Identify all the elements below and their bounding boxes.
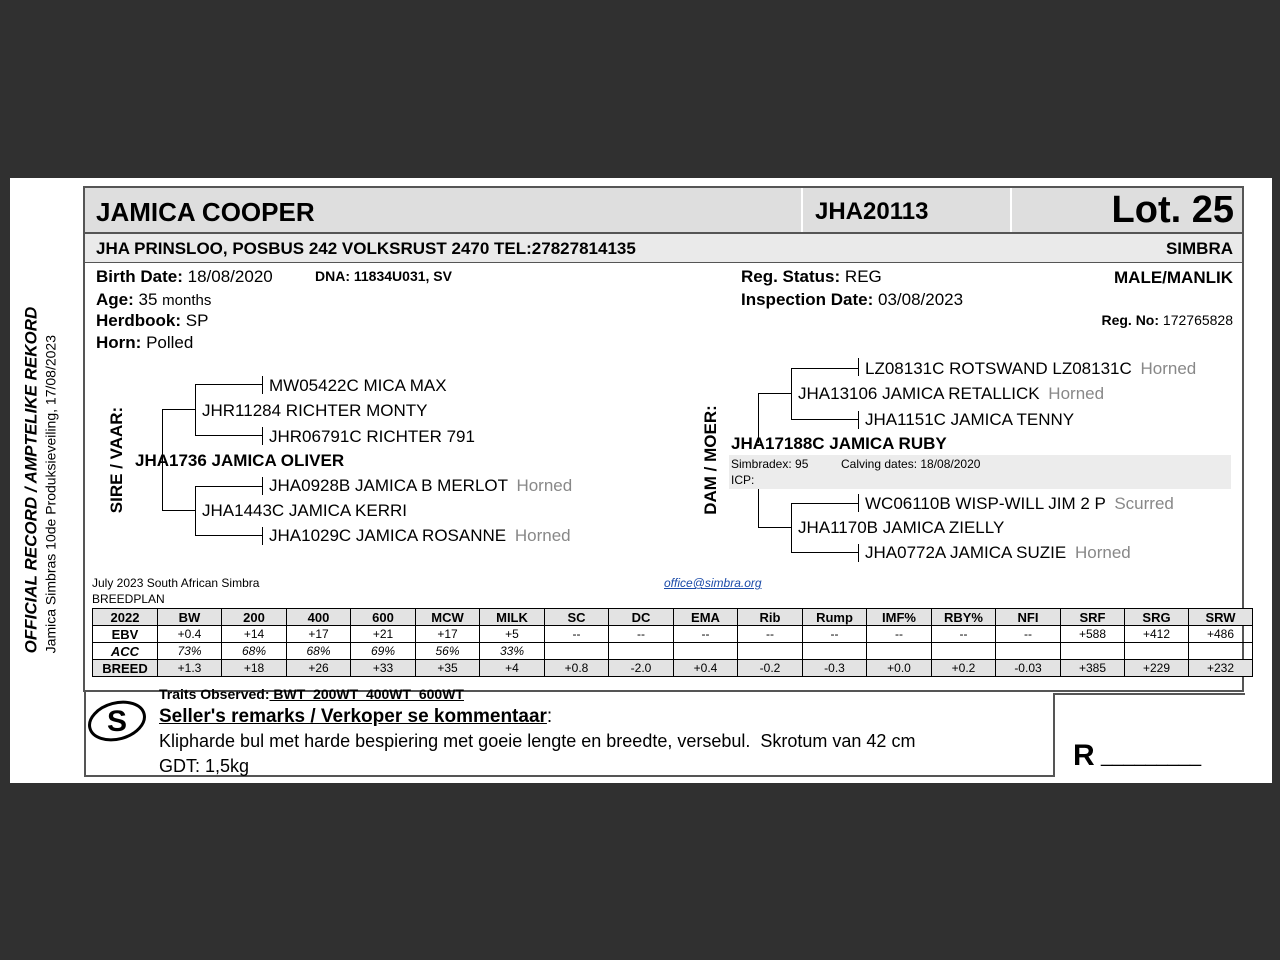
dna: DNA: 11834U031, SV — [315, 268, 452, 284]
ebv-cell: -- — [867, 626, 932, 643]
email-link[interactable]: office@simbra.org — [664, 576, 762, 590]
side-caption — [22, 307, 59, 654]
ebv-cell: +4 — [480, 660, 545, 677]
horn: Horn: Polled — [96, 333, 194, 352]
sire-sire-dam: JHR06791C RICHTER 791 — [269, 427, 475, 446]
ebv-cell: +0.4 — [158, 626, 222, 643]
ebv-cell — [867, 643, 932, 660]
ebv-row-label: BREED — [93, 660, 158, 677]
ebv-cell: -- — [545, 626, 609, 643]
ebv-cell: +229 — [1125, 660, 1189, 677]
ebv-cell: +17 — [287, 626, 351, 643]
ebv-cell: +0.8 — [545, 660, 609, 677]
breedplan-label: BREEDPLAN — [92, 592, 165, 606]
animal-id: JHA20113 — [815, 198, 929, 225]
ebv-cell: 68% — [287, 643, 351, 660]
herdbook: Herdbook: SP — [96, 311, 209, 330]
ebv-cell: +0.2 — [932, 660, 996, 677]
ebv-header-cell: MILK — [480, 609, 545, 626]
ebv-cell: -0.3 — [803, 660, 867, 677]
ebv-row — [93, 643, 1253, 660]
logo-letter: S — [106, 705, 128, 738]
simbradex: Simbradex: 95 — [731, 457, 809, 471]
owner-text: JHA PRINSLOO, POSBUS 242 VOLKSRUST 2470 TEL:27827814135 — [96, 239, 636, 258]
ebv-cell: +33 — [351, 660, 416, 677]
ebv-cell: -- — [932, 626, 996, 643]
ebv-header-cell: SRW — [1189, 609, 1253, 626]
auction-label: Jamica Simbras 10de Produksieveiling, 17/08/2023 — [42, 335, 59, 654]
ebv-cell: -- — [738, 626, 803, 643]
sire-dam-sire: JHA0928B JAMICA B MERLOT Horned — [269, 476, 573, 495]
ebv-cell: -- — [609, 626, 674, 643]
simbra-logo-icon — [86, 697, 146, 747]
ebv-header-cell: 400 — [287, 609, 351, 626]
ebv-cell: +412 — [1125, 626, 1189, 643]
ebv-cell — [674, 643, 738, 660]
ebv-cell: +17 — [416, 626, 480, 643]
ebv-cell: 56% — [416, 643, 480, 660]
remarks-line2: GDT: 1,5kg — [159, 756, 250, 776]
dam-dam: JHA1170B JAMICA ZIELLY — [798, 518, 1005, 537]
ebv-cell: +1.3 — [158, 660, 222, 677]
dam-sire: JHA13106 JAMICA RETALLICK Horned — [798, 384, 1105, 403]
inspection-date: Inspection Date: 03/08/2023 — [741, 290, 964, 309]
ebv-cell: 68% — [222, 643, 287, 660]
ebv-header-cell: Rump — [803, 609, 867, 626]
sex: MALE/MANLIK — [1114, 268, 1233, 287]
dam-sire-sire: LZ08131C ROTSWAND LZ08131C Horned — [865, 359, 1197, 378]
ebv-header-cell: DC — [609, 609, 674, 626]
dam-name: JHA17188C JAMICA RUBY — [731, 434, 947, 453]
reg-no: Reg. No: 172765828 — [1101, 312, 1233, 328]
r-label: R — [1073, 739, 1095, 772]
dam-dam-dam: JHA0772A JAMICA SUZIE Horned — [865, 543, 1131, 562]
ebv-cell: +0.4 — [674, 660, 738, 677]
ebv-cell: -- — [996, 626, 1061, 643]
ebv-cell: +232 — [1189, 660, 1253, 677]
lot-number: Lot. 25 — [1111, 189, 1234, 231]
traits-observed: Traits Observed: BWT 200WT 400WT 600WT — [159, 686, 464, 702]
ebv-cell: +26 — [287, 660, 351, 677]
ebv-row — [93, 626, 1253, 643]
ebv-cell: +35 — [416, 660, 480, 677]
ebv-cell: +14 — [222, 626, 287, 643]
ebv-cell: +385 — [1061, 660, 1125, 677]
ebv-header-cell: 2022 — [93, 609, 158, 626]
ebv-cell: 69% — [351, 643, 416, 660]
sire-name: JHA1736 JAMICA OLIVER — [135, 451, 345, 470]
sire-sire-sire: MW05422C MICA MAX — [269, 376, 447, 395]
ebv-cell — [932, 643, 996, 660]
ebv-cell — [609, 643, 674, 660]
remarks-line1: Klipharde bul met harde bespiering met goeie lengte en breedte, versebul. Skrotum van 42 cm — [159, 731, 916, 751]
ebv-header-cell: NFI — [996, 609, 1061, 626]
ebv-source: July 2023 South African Simbra — [92, 576, 260, 590]
icp: ICP: — [731, 473, 755, 487]
ebv-header-cell: 200 — [222, 609, 287, 626]
ebv-header-cell: MCW — [416, 609, 480, 626]
official-record-label: OFFICIAL RECORD / AMPTELIKE REKORD — [21, 306, 41, 654]
ebv-header-cell: EMA — [674, 609, 738, 626]
ebv-cell — [738, 643, 803, 660]
ebv-header-cell: Rib — [738, 609, 803, 626]
ebv-cell: +18 — [222, 660, 287, 677]
owner-bar — [85, 234, 1242, 263]
calving-dates: Calving dates: 18/08/2020 — [841, 457, 981, 471]
r-blank: _________ — [1101, 745, 1202, 767]
ebv-row-label: EBV — [93, 626, 158, 643]
ebv-cell — [996, 643, 1061, 660]
ebv-header-cell: SC — [545, 609, 609, 626]
ebv-cell: -2.0 — [609, 660, 674, 677]
sire-dam-dam: JHA1029C JAMICA ROSANNE Horned — [269, 526, 571, 545]
ebv-header-cell: 600 — [351, 609, 416, 626]
sire-label: SIRE / VAAR: — [107, 406, 126, 514]
ebv-row-label: ACC — [93, 643, 158, 660]
ebv-cell — [1061, 643, 1125, 660]
sire-dam: JHA1443C JAMICA KERRI — [202, 501, 408, 520]
ebv-cell: +486 — [1189, 626, 1253, 643]
ebv-table — [92, 608, 1253, 677]
ebv-cell: -0.03 — [996, 660, 1061, 677]
ebv-cell — [545, 643, 609, 660]
ebv-header-cell: RBY% — [932, 609, 996, 626]
header-bar — [85, 188, 1242, 234]
ebv-header-cell: SRF — [1061, 609, 1125, 626]
ebv-header-cell: BW — [158, 609, 222, 626]
ebv-cell — [803, 643, 867, 660]
reg-status: Reg. Status: REG — [741, 267, 882, 286]
dam-label: DAM / MOER: — [701, 405, 720, 515]
animal-name: JAMICA COOPER — [96, 197, 315, 227]
birth-date: Birth Date: 18/08/2020 — [96, 267, 273, 286]
dam-dam-sire: WC06110B WISP-WILL JIM 2 P Scurred — [865, 494, 1174, 513]
breed-label: SIMBRA — [1165, 239, 1233, 258]
r-box — [1053, 693, 1245, 777]
ebv-header-cell: SRG — [1125, 609, 1189, 626]
ebv-cell: -- — [803, 626, 867, 643]
dam-sire-dam: JHA1151C JAMICA TENNY — [865, 410, 1075, 429]
ebv-cell: +588 — [1061, 626, 1125, 643]
ebv-row — [93, 660, 1253, 677]
ebv-cell: 33% — [480, 643, 545, 660]
ebv-cell: -0.2 — [738, 660, 803, 677]
sire-sire: JHR11284 RICHTER MONTY — [202, 401, 428, 420]
ebv-cell — [1125, 643, 1189, 660]
ebv-cell: +21 — [351, 626, 416, 643]
ebv-cell — [1189, 643, 1253, 660]
ebv-cell: 73% — [158, 643, 222, 660]
ebv-cell: +0.0 — [867, 660, 932, 677]
ebv-header-cell: IMF% — [867, 609, 932, 626]
ebv-cell: +5 — [480, 626, 545, 643]
ebv-cell: -- — [674, 626, 738, 643]
age: Age: 35 months — [96, 290, 212, 309]
remarks-title: Seller's remarks / Verkoper se kommentaar: — [159, 706, 553, 727]
